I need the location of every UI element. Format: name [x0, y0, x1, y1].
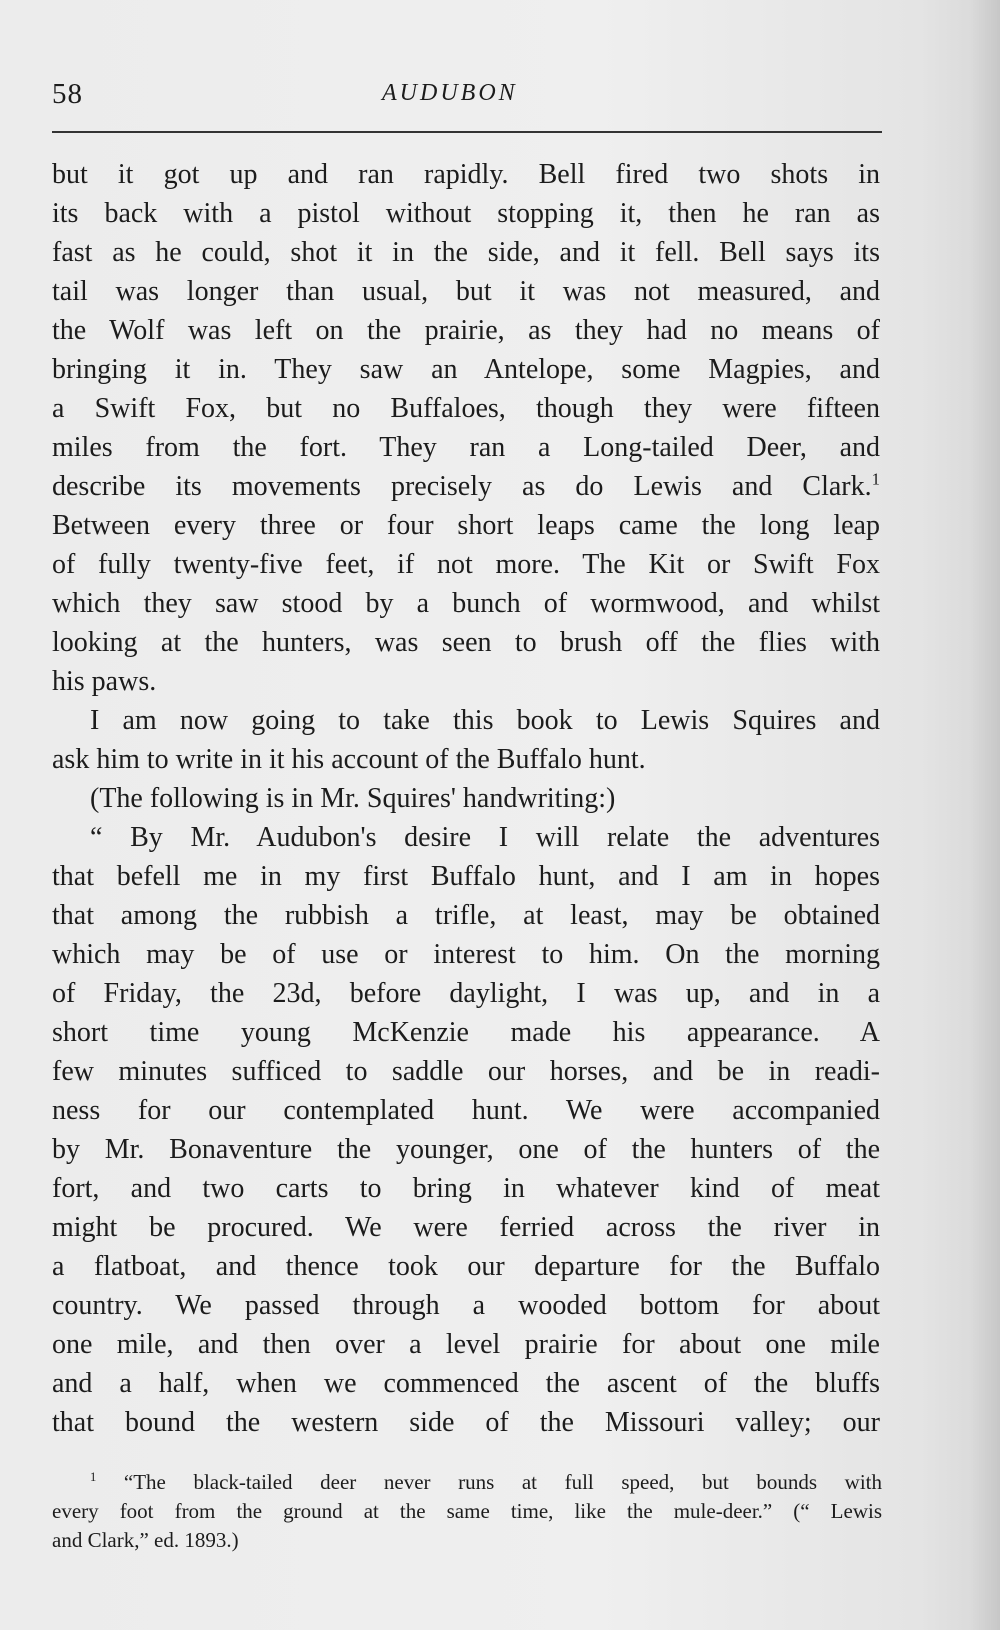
text-line: tail was longer than usual, but it was not measured, and: [52, 276, 880, 307]
text-line: that among the rubbish a trifle, at least, may be obtained: [52, 900, 880, 931]
text-line: of fully twenty-five feet, if not more. The Kit or Swift Fox: [52, 549, 880, 580]
text-line: a Swift Fox, but no Buffaloes, though they were fifteen: [52, 393, 880, 424]
text-line: bringing it in. They saw an Antelope, some Magpies, and: [52, 354, 880, 385]
text-line: and a half, when we commenced the ascent of the bluffs: [52, 1368, 880, 1399]
text-line: country. We passed through a wooded bottom for about: [52, 1290, 880, 1321]
header-rule: [52, 131, 882, 133]
text-line: fast as he could, shot it in the side, and it fell. Bell says its: [52, 237, 880, 268]
text-line: might be procured. We were ferried across the river in: [52, 1212, 880, 1243]
text-line: “ By Mr. Audubon's desire I will relate the adventures: [90, 822, 880, 853]
text-line: by Mr. Bonaventure the younger, one of the hunters of the: [52, 1134, 880, 1165]
paragraph-end-line: his paws.: [52, 666, 157, 697]
running-title: AUDUBON: [382, 80, 518, 106]
footnote: [52, 1468, 882, 1555]
text-line: the Wolf was left on the prairie, as they had no means of: [52, 315, 880, 346]
page-edge-shadow: [970, 0, 1000, 1630]
paragraph-end-line: (The following is in Mr. Squires' handwriting:): [90, 783, 616, 814]
footnote-reference: 1: [871, 469, 880, 489]
running-head: [52, 78, 882, 118]
footnote-line: $^1$ “The black-tailed deer never runs at full speed, but bounds with: [90, 1470, 882, 1494]
text-line: I am now going to take this book to Lewis Squires and: [90, 705, 880, 736]
page-number: 58: [52, 78, 83, 110]
footnote-line: every foot from the ground at the same time, like the mule-deer.” (“ Lewis: [52, 1499, 882, 1523]
text-line: that befell me in my first Buffalo hunt, and I am in hopes: [52, 861, 880, 892]
text-line: looking at the hunters, was seen to brush off the flies with: [52, 627, 880, 658]
text-line: but it got up and ran rapidly. Bell fired two shots in: [52, 159, 880, 190]
text-line: which they saw stood by a bunch of wormwood, and whilst: [52, 588, 880, 619]
text-line: which may be of use or interest to him. On the morning: [52, 939, 880, 970]
paragraph-end-line: ask him to write in it his account of the Buffalo hunt.: [52, 744, 646, 775]
text-line: a flatboat, and thence took our departure for the Buffalo: [52, 1251, 880, 1282]
text-line: one mile, and then over a level prairie for about one mile: [52, 1329, 880, 1360]
text-line: its back with a pistol without stopping it, then he ran as: [52, 198, 880, 229]
text-line: Between every three or four short leaps came the long leap: [52, 510, 880, 541]
text-line: miles from the fort. They ran a Long-tailed Deer, and: [52, 432, 880, 463]
text-line: few minutes sufficed to saddle our horses, and be in readi-: [52, 1056, 880, 1087]
footnote-marker: 1: [90, 1470, 97, 1484]
text-line: ness for our contemplated hunt. We were accompanied: [52, 1095, 880, 1126]
body-text: [52, 155, 880, 1442]
text-line: fort, and two carts to bring in whatever kind of meat: [52, 1173, 880, 1204]
text-line: that bound the western side of the Missouri valley; our: [52, 1407, 880, 1438]
footnote-line: and Clark,” ed. 1893.): [52, 1528, 239, 1552]
text-line: of Friday, the 23d, before daylight, I was up, and in a: [52, 978, 880, 1009]
text-line: short time young McKenzie made his appearance. A: [52, 1017, 880, 1048]
text-line: describe its movements precisely as do Lewis and Clark.$^1$: [52, 469, 880, 502]
